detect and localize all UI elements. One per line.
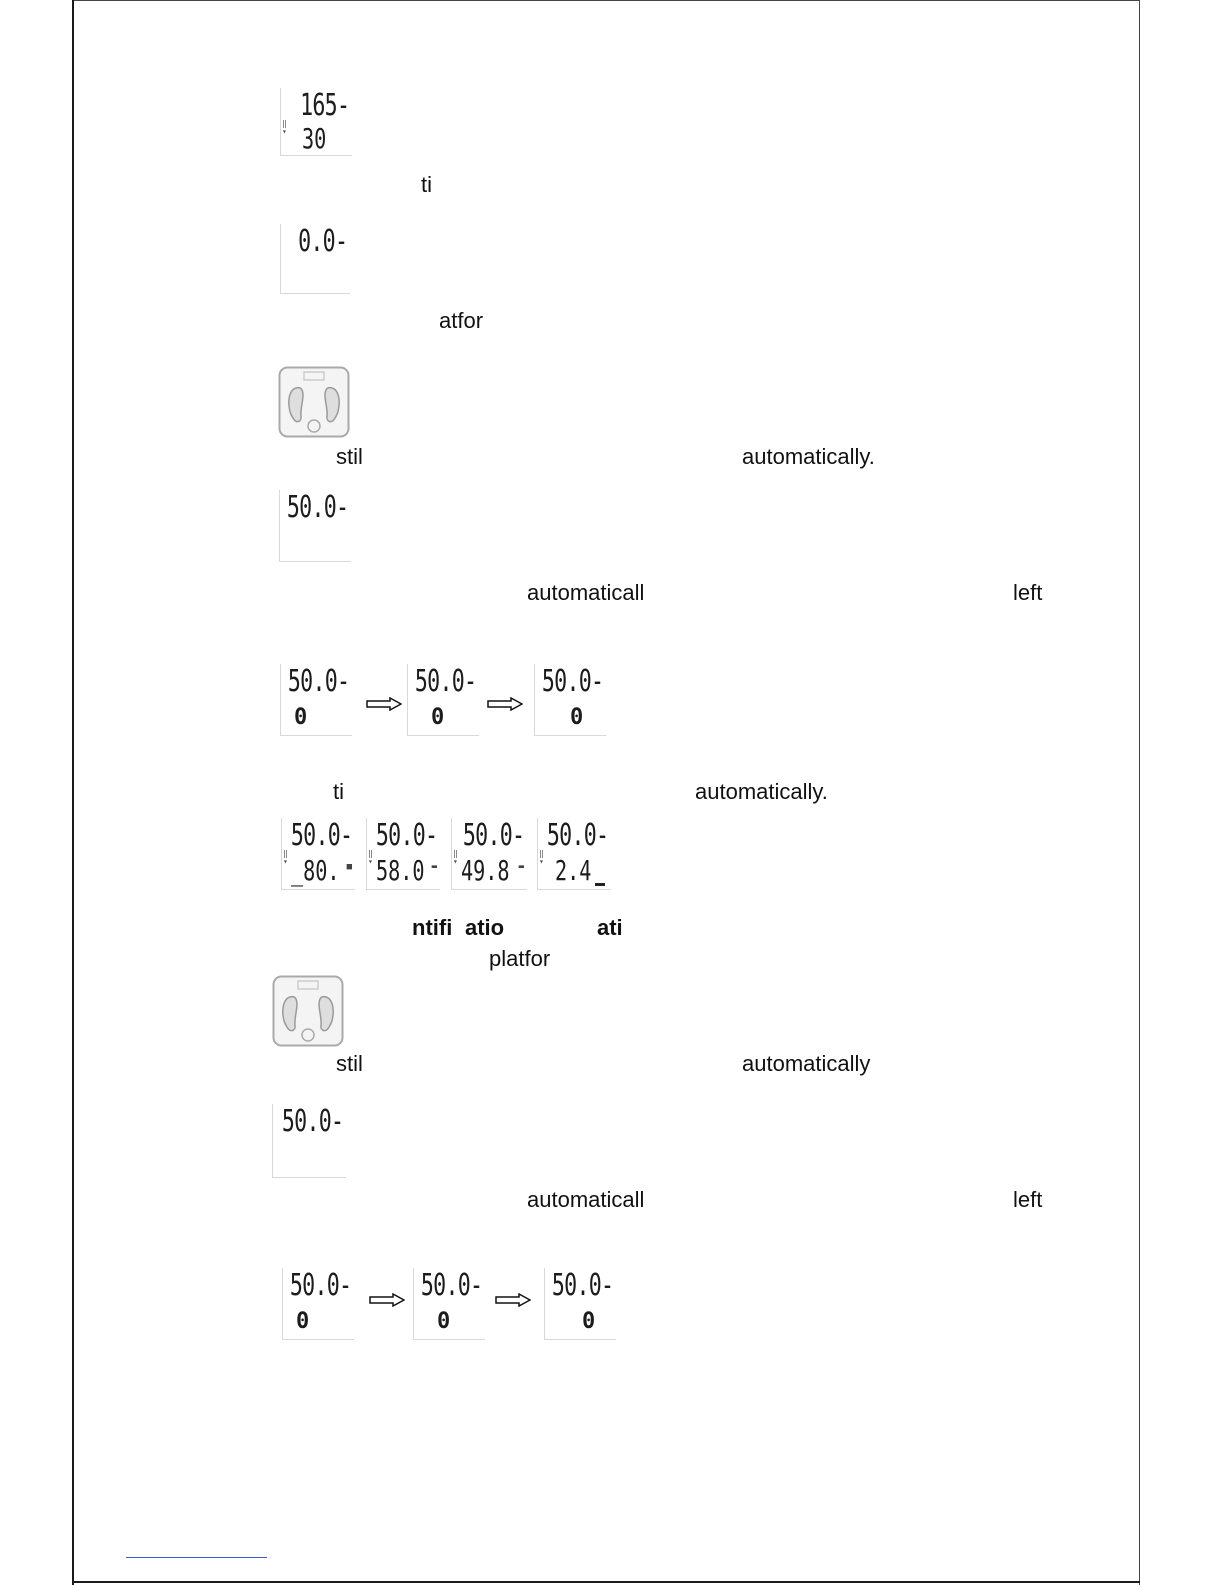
lcd-display-result-2 — [366, 818, 440, 890]
lcd-display-sequence-5 — [413, 1268, 485, 1340]
lcd-main-readout: 50.0- — [375, 818, 437, 853]
page-border-bottom — [72, 1581, 1140, 1583]
lcd-unit-mark: ■ — [346, 862, 352, 872]
right-arrow-icon — [366, 697, 402, 711]
lcd-main-readout: 50.0- — [420, 1268, 482, 1303]
lcd-second-readout: 0 — [582, 1309, 596, 1334]
lcd-indicator-marks: ‖ ▾ — [283, 849, 288, 866]
right-arrow-icon — [495, 1293, 531, 1307]
text-fragment-8a: stil — [336, 1051, 363, 1076]
text-fragment-2: atfor — [439, 308, 484, 333]
lcd-display-sequence-1 — [280, 664, 352, 736]
page-border-right — [1139, 0, 1140, 1585]
lcd-second-readout: 49.8 — [461, 854, 510, 887]
lcd-second-readout: 30 — [302, 122, 327, 155]
lcd-display-weight-2 — [272, 1104, 346, 1178]
lcd-main-readout: 50.0- — [290, 818, 352, 853]
lcd-main-readout: 50.0- — [287, 664, 349, 699]
text-fragment-6c: ati — [597, 915, 623, 940]
lcd-display-result-3 — [451, 818, 527, 890]
lcd-main-readout: 165- — [299, 88, 349, 123]
text-fragment-6a: ntifi — [412, 915, 453, 940]
lcd-display-zero — [280, 224, 350, 294]
lcd-main-readout: 50.0- — [286, 490, 348, 525]
lcd-display-result-4 — [537, 818, 611, 890]
page-border-left — [72, 0, 74, 1585]
lcd-main-readout: 50.0- — [281, 1104, 343, 1139]
text-fragment-4b: left — [1013, 580, 1043, 605]
lcd-main-readout: 50.0- — [546, 818, 608, 853]
right-arrow-icon — [487, 697, 523, 711]
lcd-indicator-marks: ‖ ▾ — [539, 849, 544, 866]
lcd-underline-mark — [595, 883, 605, 886]
lcd-indicator-marks: ‖ ▾ — [453, 849, 458, 866]
footprints-on-scale-icon — [278, 366, 350, 438]
text-fragment-7: platfor — [489, 946, 551, 971]
lcd-display-result-1 — [281, 818, 355, 890]
text-fragment-5b: automatically. — [695, 779, 828, 804]
lcd-indicator-marks: ‖ ▾ — [368, 849, 373, 866]
lcd-indicator-marks: ‖ ▾ — [282, 119, 287, 136]
lcd-second-readout: 0 — [431, 705, 445, 730]
lcd-unit-mark: ▬ — [518, 862, 524, 872]
page-border-top — [72, 0, 1140, 1]
lcd-display-weight — [279, 490, 351, 562]
text-fragment-3a: stil — [336, 444, 363, 469]
lcd-main-readout: 50.0- — [462, 818, 524, 853]
footer-link-underline — [126, 1557, 267, 1558]
lcd-second-readout: 0 — [437, 1309, 451, 1334]
text-fragment-4a: automaticall — [527, 580, 645, 605]
lcd-display-sequence-6 — [544, 1268, 616, 1340]
text-fragment-8b: automatically — [742, 1051, 871, 1076]
lcd-main-readout: 0.0- — [297, 224, 347, 259]
lcd-second-readout: 0 — [294, 705, 308, 730]
text-fragment-3b: automatically. — [742, 444, 875, 469]
lcd-display-height-age — [280, 88, 352, 156]
lcd-main-readout: 50.0- — [414, 664, 476, 699]
text-fragment-9a: automaticall — [527, 1187, 645, 1212]
lcd-display-sequence-2 — [407, 664, 479, 736]
lcd-second-readout: 2.4 — [555, 854, 592, 887]
lcd-second-readout: 58.0 — [376, 854, 425, 887]
text-fragment-1: ti — [421, 172, 432, 197]
lcd-unit-mark: ▬ — [431, 862, 437, 872]
lcd-main-readout: 50.0- — [289, 1268, 351, 1303]
lcd-main-readout: 50.0- — [551, 1268, 613, 1303]
text-fragment-5a: ti — [333, 779, 344, 804]
lcd-display-sequence-4 — [282, 1268, 354, 1340]
lcd-second-readout: 0 — [296, 1309, 310, 1334]
lcd-second-readout: _80. — [291, 854, 340, 887]
lcd-main-readout: 50.0- — [541, 664, 603, 699]
right-arrow-icon — [369, 1293, 405, 1307]
footprints-on-scale-icon — [272, 975, 344, 1047]
text-fragment-9b: left — [1013, 1187, 1043, 1212]
lcd-second-readout: 0 — [570, 705, 584, 730]
text-fragment-6b: atio — [465, 915, 505, 940]
lcd-display-sequence-3 — [534, 664, 606, 736]
